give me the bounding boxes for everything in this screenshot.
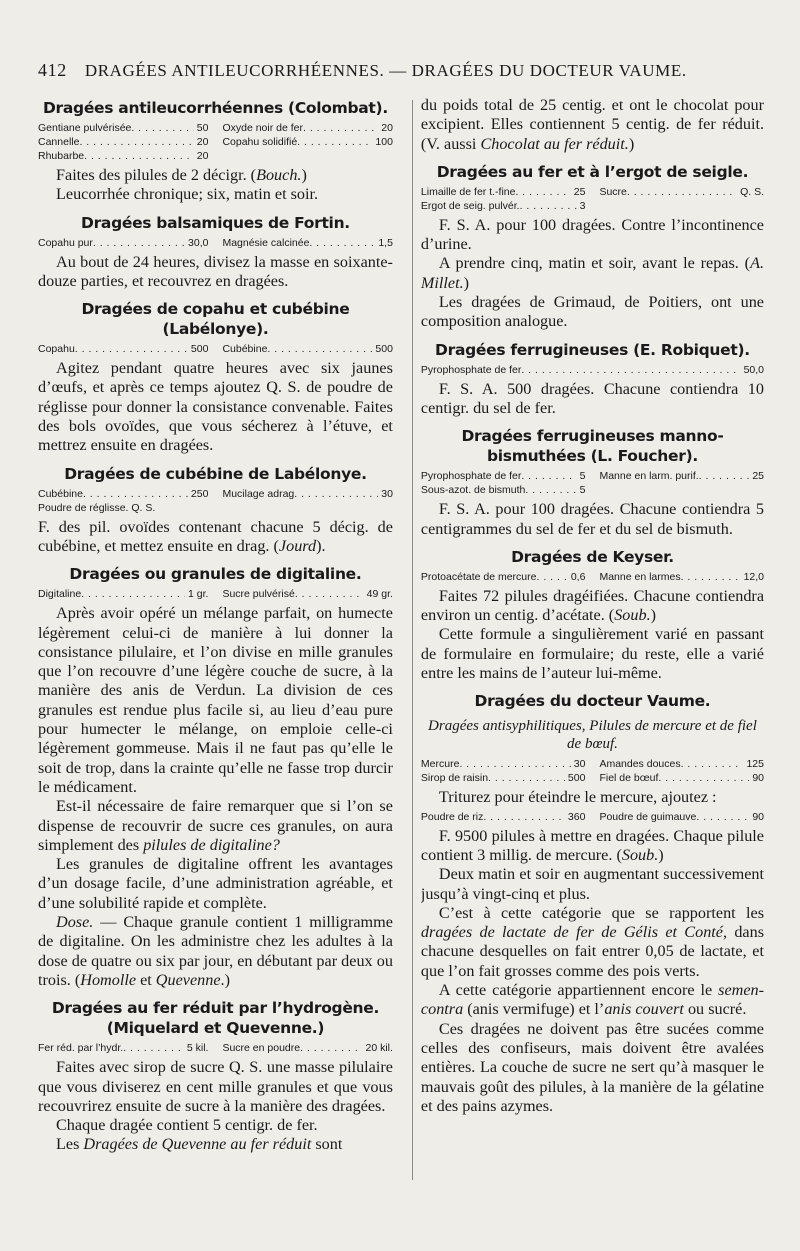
- ingredient-name: Magnésie calcinée: [222, 236, 310, 249]
- ingredient-list: [421, 570, 764, 584]
- ingredient-entry: [38, 236, 208, 250]
- section-title: Dragées antileucorrhéennes (Colombat).: [42, 99, 388, 117]
- ingredient-quantity: 20: [381, 122, 393, 134]
- dot-leader: [681, 570, 741, 584]
- ingredient-entry: [222, 1041, 392, 1055]
- section-title: Dragées ferrugineuses (E. Robiquet).: [435, 340, 750, 359]
- paragraph: A cette catégorie appartiennent encore le semen-contra (anis vermifuge) et l’anis couvert ou sucré.: [420, 981, 764, 1019]
- dot-leader: [309, 236, 375, 250]
- section-title: Dragées au fer réduit par l’hydrogène. (Miquelard et Quevenne.): [51, 999, 380, 1038]
- dot-leader: [483, 810, 565, 824]
- ingredient-name: Sucre: [599, 185, 627, 198]
- dot-leader: [696, 810, 749, 824]
- ingredient-quantity: 30: [573, 758, 586, 771]
- ingredient-list: [421, 757, 764, 785]
- section-title: Dragées du docteur Vaume.: [474, 692, 711, 711]
- ingredient-quantity: 20: [196, 136, 209, 148]
- ingredient-quantity: 12,0: [743, 570, 764, 583]
- dot-leader: [297, 135, 372, 149]
- ingredient-entry: [421, 469, 586, 483]
- ingredient-name: Manne en larmes: [599, 570, 681, 583]
- ingredient-name: Limaille de fer t.-fine: [420, 185, 516, 198]
- dot-leader: [658, 771, 749, 785]
- ingredient-quantity: 30,0: [188, 236, 209, 249]
- dot-leader: [84, 149, 194, 163]
- paragraph: F. des pil. ovoïdes contenant chacune 5 décig. de cubébine, et mettez ensuite en drag. (Jourd).: [38, 517, 393, 555]
- two-column-body: [38, 94, 764, 1234]
- section-subtitle: Dragées antisyphilitiques, Pilules de mercure et de fiel de bœuf.: [428, 718, 757, 753]
- paragraph: Ces dragées ne doivent pas être sucées comme celles des confiseurs, mais doivent être avalées entières. La couche de sucre ne sert qu’à masquer le mauvais goût des pilules, à la manière de la gélatine et des pains azymes.: [420, 1019, 764, 1115]
- dot-leader: [295, 587, 364, 601]
- ingredient-list: [38, 342, 393, 356]
- dot-leader: [131, 121, 193, 135]
- ingredient-entry: [421, 199, 586, 213]
- ingredient-name: Copahu solidifié: [222, 136, 298, 148]
- ingredient-name: Gentiane pulvérisée: [38, 122, 132, 134]
- ingredient-quantity: 3: [579, 199, 586, 212]
- ingredient-quantity: 500: [567, 772, 586, 785]
- ingredient-quantity: 500: [190, 343, 209, 356]
- ingredient-name: Protoacétate de mercure: [420, 570, 537, 583]
- ingredient-quantity: 20 kil.: [365, 1042, 393, 1055]
- ingredient-entry: [421, 483, 586, 497]
- paragraph: du poids total de 25 centig. et ont le chocolat pour excipient. Elles contiennent 5 centig. de fer réduit. (V. aussi Chocolat au fer réduit.): [420, 96, 764, 153]
- ingredient-entry: [222, 121, 392, 135]
- ingredient-quantity: 100: [375, 136, 393, 148]
- section-title: Dragées de copahu et cubébine (Labélonye).: [81, 300, 350, 339]
- dot-leader: [303, 121, 378, 135]
- dot-leader: [294, 487, 378, 501]
- section-title: Dragées ferrugineuses manno-bismuthées (L. Foucher).: [461, 427, 724, 466]
- ingredient-name: Sucre pulvérisé: [222, 588, 295, 601]
- ingredient-entry: [38, 135, 208, 149]
- ingredient-name: Pyrophosphate de fer: [420, 363, 522, 376]
- paragraph: F. 9500 pilules à mettre en dragées. Chaque pilule contient 3 millig. de mercure. (Soub.): [420, 826, 764, 864]
- paragraph: Les granules de digitaline offrent les avantages d’un dosage facile, d’une administration agréable, et d’une solubilité rapide et complète.: [38, 855, 393, 912]
- ingredient-quantity: 90: [752, 772, 764, 785]
- ingredient-quantity: 0,6: [570, 570, 586, 583]
- ingredient-entry: [38, 587, 208, 601]
- ingredient-quantity: 20: [196, 150, 209, 162]
- ingredient-name: Mucilage adrag: [222, 487, 295, 500]
- paragraph: Au bout de 24 heures, divisez la masse en soixante-douze parties, et recouvrez en dragées.: [38, 252, 393, 290]
- ingredient-name: Cubébine: [38, 487, 83, 500]
- ingredient-entry: [421, 185, 586, 199]
- dot-leader: [75, 342, 188, 356]
- paragraph: Faites des pilules de 2 décigr. (Bouch.): [56, 166, 307, 184]
- paragraph: Triturez pour éteindre le mercure, ajoutez :: [438, 788, 717, 807]
- ingredient-entry: [599, 469, 764, 483]
- section-title: Dragées au fer et à l’ergot de seigle.: [436, 162, 749, 181]
- paragraph: Faites avec sirop de sucre Q. S. une masse pilulaire que vous diviserez en cent mille granules et que vous recouvrirez ensuite de sucre à la manière des dragées.: [38, 1058, 393, 1115]
- ingredient-quantity: 50: [196, 122, 209, 134]
- paragraph: Faites 72 pilules dragéifiées. Chacune contiendra environ un centig. d’acétate. (Soub.): [420, 586, 764, 625]
- ingredient-list: [421, 363, 764, 377]
- ingredient-entry: [421, 570, 586, 584]
- dot-leader: [267, 342, 372, 356]
- dot-leader: [93, 236, 185, 250]
- dot-leader: [300, 1041, 362, 1055]
- ingredient-entry: [421, 363, 764, 377]
- paragraph: F. S. A. pour 100 dragées. Chacune contiendra 5 centigrammes du sel de fer et du sel de bismuth.: [420, 500, 764, 538]
- paragraph: C’est à cette catégorie que se rapportent les dragées de lactate de fer de Gélis et Conté, dans chacune desquelles on fait entrer 0,05 de lactate, et que l’on fait grosses comme des pois verts.: [420, 903, 764, 980]
- ingredient-quantity: 1,5: [378, 236, 393, 249]
- dot-leader: [521, 469, 576, 483]
- ingredient-list: [38, 236, 393, 250]
- ingredient-name: Pyrophosphate de fer: [420, 470, 522, 483]
- ingredient-entry: [38, 487, 208, 501]
- dot-leader: [520, 199, 577, 213]
- dot-leader: [79, 135, 193, 149]
- ingredient-entry: [38, 121, 208, 135]
- ingredient-name: Copahu pur: [38, 236, 93, 249]
- ingredient-list: [421, 469, 764, 497]
- ingredient-entry: [38, 149, 208, 163]
- ingredient-entry: [421, 757, 586, 771]
- running-title: DRAGÉES ANTILEUCORRHÉENNES. — DRAGÉES DU DOCTEUR VAUME.: [84, 61, 687, 80]
- right-column: [421, 94, 764, 1234]
- ingredient-name: Cannelle: [38, 136, 80, 148]
- dot-leader: [515, 185, 570, 199]
- ingredient-name: Rhubarbe: [38, 150, 85, 162]
- ingredient-entry: [222, 342, 392, 356]
- ingredient-quantity: Q. S.: [740, 185, 764, 198]
- paragraph: F. S. A. pour 100 dragées. Contre l’incontinence d’urine.: [420, 215, 764, 254]
- dot-leader: [521, 363, 740, 377]
- dot-leader: [627, 185, 737, 199]
- ingredient-list: [421, 185, 764, 213]
- ingredient-entry: [599, 185, 764, 199]
- ingredient-name: Cubébine: [222, 343, 268, 356]
- ingredient-name: Digitaline: [38, 588, 82, 601]
- ingredient-entry: [38, 501, 208, 515]
- ingredient-list: [38, 487, 393, 515]
- ingredient-quantity: 360: [567, 810, 586, 823]
- section-title: Dragées balsamiques de Fortin.: [81, 213, 350, 232]
- dot-leader: [699, 469, 750, 483]
- ingredient-entry: [599, 810, 764, 824]
- ingredient-quantity: 50,0: [743, 363, 764, 376]
- ingredient-name: Mercure: [420, 758, 460, 771]
- paragraph: F. S. A. 500 dragées. Chacune contiendra 10 centigr. du sel de fer.: [420, 379, 764, 417]
- ingredient-entry: [222, 236, 392, 250]
- ingredient-name: Sous-azot. de bismuth: [420, 484, 526, 497]
- ingredient-entry: [222, 487, 392, 501]
- ingredient-name: Ergot de seig. pulvér.: [420, 199, 520, 212]
- paragraph: A prendre cinq, matin et soir, avant le repas. (A. Millet.): [420, 254, 764, 292]
- ingredient-name: Fiel de bœuf: [599, 772, 659, 785]
- ingredient-name: Oxyde noir de fer: [222, 122, 303, 134]
- ingredient-entry: [38, 1041, 208, 1055]
- paragraph: Leucorrhée chronique; six, matin et soir.: [56, 185, 319, 204]
- paragraph: Deux matin et soir en augmentant successivement jusqu’à vingt-cinq et plus.: [420, 865, 764, 903]
- ingredient-name: Copahu: [38, 343, 75, 356]
- dot-leader: [681, 757, 744, 771]
- ingredient-entry: [599, 570, 764, 584]
- paragraph: Dose. — Chaque granule contient 1 milligramme de digitaline. On les administre chez les adultes à la dose de quatre ou six par jour, en débutant par deux ou trois. (Homolle et Quevenne.): [38, 913, 393, 989]
- ingredient-quantity: 125: [746, 758, 764, 771]
- running-head: [38, 60, 764, 94]
- ingredient-list: [421, 810, 764, 824]
- ingredient-quantity: 500: [375, 343, 393, 356]
- dot-leader: [525, 483, 576, 497]
- ingredient-quantity: 30: [381, 487, 393, 500]
- paragraph: Chaque dragée contient 5 centigr. de fer.: [56, 1116, 318, 1135]
- ingredient-name: Fer réd. par l’hydr.: [38, 1042, 124, 1055]
- ingredient-entry: [421, 771, 586, 785]
- section-title: Dragées ou granules de digitaline.: [69, 565, 362, 584]
- ingredient-name: Manne en larm. purif.: [599, 470, 699, 483]
- dot-leader: [536, 570, 567, 584]
- ingredient-name: Sirop de raisin: [420, 772, 489, 785]
- paragraph: Les dragées de Grimaud, de Poitiers, ont une composition analogue.: [420, 293, 764, 331]
- ingredient-entry: [599, 757, 764, 771]
- ingredient-quantity: 25: [573, 185, 586, 198]
- paragraph: Cette formule a singulièrement varié en passant de formulaire en formulaire; du reste, elle a varié entre les mains de l’auteur lui-même.: [420, 625, 764, 683]
- ingredient-list: [38, 587, 393, 601]
- paragraph: Agitez pendant quatre heures avec six jaunes d’œufs, et après ce temps ajoutez Q. S. de poudre de réglisse pour donner la consistance convenable. Faites des bols ovoïdes, que vous sécherez à l’étuve, et mettrez ensuite en dragées.: [38, 359, 393, 455]
- column-divider: [412, 100, 413, 1180]
- ingredient-quantity: 5 kil.: [186, 1042, 209, 1055]
- ingredient-list: [38, 1041, 393, 1055]
- ingredient-entry: [421, 810, 586, 824]
- ingredient-quantity: 90: [752, 810, 764, 823]
- ingredient-quantity: 1 gr.: [188, 588, 209, 601]
- ingredient-quantity: 49 gr.: [366, 588, 393, 601]
- dot-leader: [488, 771, 565, 785]
- ingredient-list: [38, 121, 393, 163]
- dot-leader: [83, 487, 188, 501]
- ingredient-name: Amandes douces: [599, 758, 681, 771]
- ingredient-name: Sucre en poudre: [222, 1042, 301, 1055]
- paragraph: Est-il nécessaire de faire remarquer que si l’on se dispense de recouvrir de sucre ces granules, on aura simplement des pilules de digitaline?: [38, 797, 393, 854]
- left-column: [38, 94, 393, 1234]
- page-number: 412: [38, 60, 67, 80]
- ingredient-quantity: 5: [579, 470, 586, 483]
- section-title: Dragées de Keyser.: [511, 547, 674, 566]
- ingredient-entry: [222, 135, 392, 149]
- section-title: Dragées de cubébine de Labélonye.: [64, 464, 367, 483]
- ingredient-name: Poudre de réglisse. Q. S.: [38, 501, 156, 514]
- ingredient-name: Poudre de riz: [420, 810, 484, 823]
- paragraph: Après avoir opéré un mélange parfait, on humecte légèrement celui-ci de manière à lui donner la consistance pilulaire, et l’on divise en mille granules que l’on recouvre d’une légère couche de sucre, à la manière des anis de Verdun. La division de ces granules est rendue plus facile si, au lieu d’eau pure pour humecter le mélange, on emploie celle-ci légèrement gommeuse. Mais il ne faut pas qu’elle le soit de trop, dans la crainte qu’elle ne fasse trop durcir le médicament.: [38, 604, 393, 796]
- dot-leader: [459, 757, 570, 771]
- ingredient-entry: [599, 771, 764, 785]
- ingredient-name: Poudre de guimauve: [599, 810, 697, 823]
- paragraph: Les Dragées de Quevenne au fer réduit sont: [56, 1135, 343, 1154]
- ingredient-entry: [38, 342, 208, 356]
- ingredient-quantity: 25: [752, 470, 764, 483]
- dot-leader: [123, 1041, 184, 1055]
- ingredient-quantity: 250: [190, 487, 209, 500]
- ingredient-entry: [222, 587, 392, 601]
- dot-leader: [81, 587, 185, 601]
- ingredient-quantity: 5: [579, 484, 586, 497]
